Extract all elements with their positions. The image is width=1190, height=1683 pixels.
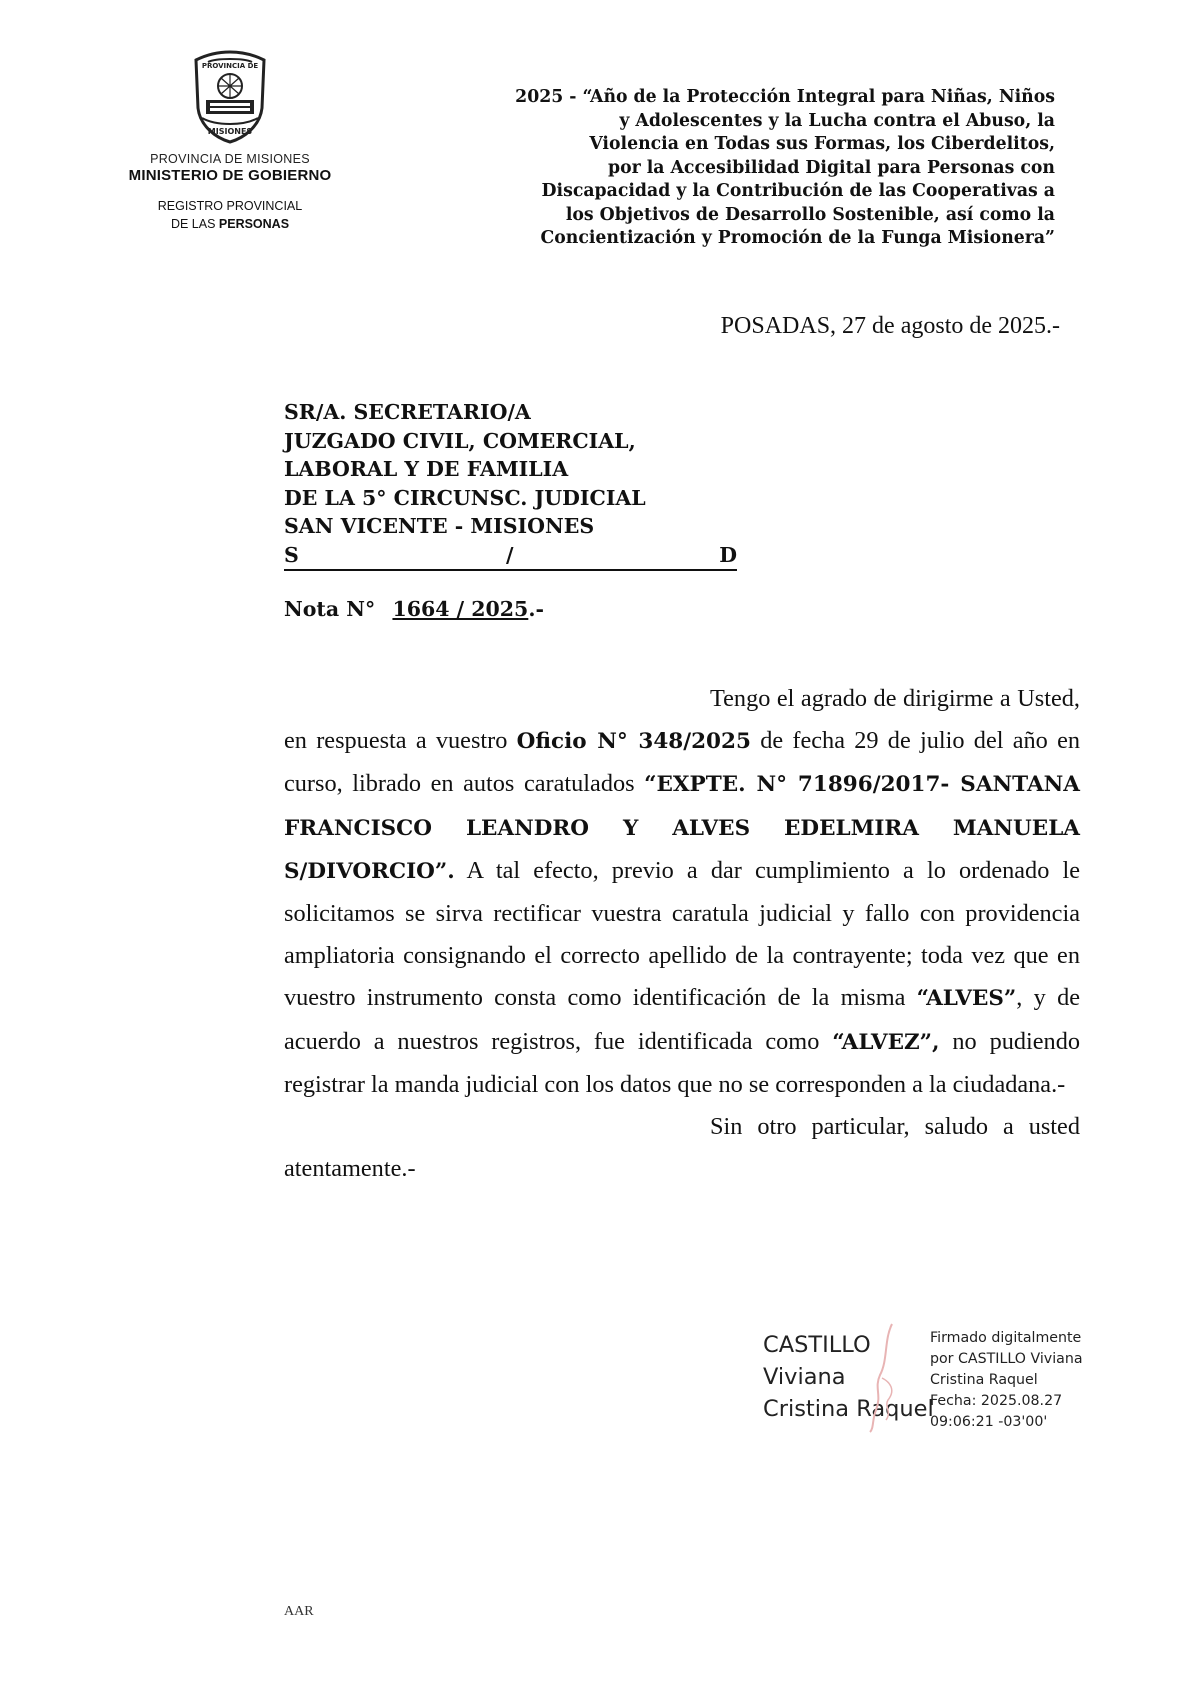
note-number (284, 597, 544, 621)
registry-name (140, 197, 320, 233)
oficio-reference: Oficio N° 348/2025 (516, 729, 751, 755)
addressee-line: SAN VICENTE - MISIONES (284, 514, 595, 538)
year-motto (455, 86, 1055, 251)
motto-line: Concientización y Promoción de la Funga Misionera” (540, 228, 1055, 248)
addressee-line: JUZGADO CIVIL, COMERCIAL, (284, 428, 636, 453)
addressee-line: SR/A. SECRETARIO/A (284, 400, 531, 424)
signature-name-line: Cristina Raquel (763, 1396, 934, 1422)
note-number-value: 1664 / 2025 (392, 597, 529, 621)
ministry-logo (110, 48, 350, 184)
note-suffix: .- (528, 597, 544, 621)
signature-info-line: 09:06:21 -03'00' (930, 1414, 1048, 1430)
body-text-segment: , y de acuerdo a nuestros registros, fue identificada como (284, 984, 1080, 1055)
signature-name-line: CASTILLO (763, 1332, 871, 1358)
ministry-name: MINISTERIO DE GOBIERNO (128, 167, 332, 184)
body-paragraph-1 (284, 678, 1080, 1106)
body-text-segment: A tal efecto, previo a dar cumplimiento a lo ordenado le solicitamos se sirva rectificar vuestra caratula judicial y fallo con providencia ampliatoria consignando el correcto apellido de la contrayente; toda vez que en vuestro instrumento consta como identificación de la misma (284, 856, 1080, 1012)
registry-line-2-prefix: DE LAS (170, 217, 219, 231)
motto-line: 2025 - “Año de la Protección Integral para Niñas, Niños (515, 87, 1055, 107)
crest-text-bottom: MISIONES (207, 127, 253, 136)
registry-line-1: REGISTRO PROVINCIAL (157, 199, 303, 213)
author-initials: AAR (284, 1604, 314, 1619)
signature-info-line: Cristina Raquel (930, 1372, 1038, 1388)
crest-text-top: PROVINCIA DE (201, 62, 259, 70)
signature-info-line: por CASTILLO Viviana (930, 1351, 1083, 1367)
province-crest-icon (186, 48, 274, 144)
motto-line: y Adolescentes y la Lucha contra el Abuso, la (619, 110, 1055, 131)
body-text-segment: de fecha 29 de julio del año en curso, librado en autos caratulados (284, 727, 1081, 798)
sd-slash: / (506, 542, 514, 567)
letter-body (284, 678, 1080, 1190)
registry-line-2-bold: PERSONAS (218, 217, 290, 231)
body-text-segment: Tengo el agrado de dirigirme a Usted, en respuesta a vuestro (284, 685, 1080, 755)
case-reference: “EXPTE. N° 71896/2017- SANTANA FRANCISCO LEANDRO Y ALVES EDELMIRA MANUELA S/DIVORCIO”. (284, 772, 1080, 884)
motto-line: Violencia en Todas sus Formas, los Ciberdelitos, (589, 134, 1055, 154)
motto-line: Discapacidad y la Contribución de las Cooperativas a (541, 181, 1055, 201)
body-text-segment: no pudiendo registrar la manda judicial con los datos que no se corresponden a la ciudadana.- (284, 1027, 1080, 1098)
digital-signature-info (930, 1328, 1083, 1433)
registry-line-2 (140, 215, 320, 233)
surname-alves: “ALVES” (916, 986, 1017, 1012)
sd-s: S (284, 542, 299, 567)
signature-info-line: Firmado digitalmente (930, 1330, 1082, 1346)
province-name: PROVINCIA DE MISIONES (150, 152, 310, 166)
signature-name-line: Viviana (763, 1364, 846, 1390)
note-label: Nota N° (284, 597, 376, 621)
signature-info-line: Fecha: 2025.08.27 (930, 1393, 1063, 1409)
motto-line: los Objetivos de Desarrollo Sostenible, así como la (565, 204, 1055, 225)
addressee-line: LABORAL Y DE FAMILIA (284, 457, 569, 481)
signature-mark-icon (862, 1320, 910, 1435)
surname-alvez: “ALVEZ”, (832, 1029, 940, 1055)
motto-line: por la Accesibilidad Digital para Personas con (608, 157, 1055, 178)
document-date: POSADAS, 27 de agosto de 2025.- (720, 313, 1060, 339)
addressee-line: DE LA 5° CIRCUNSC. JUDICIAL (284, 485, 646, 510)
body-paragraph-2: Sin otro particular, saludo a usted atentamente.- (284, 1113, 1080, 1183)
sd-d: D (719, 542, 737, 567)
addressee-block (284, 398, 737, 571)
sd-line (284, 541, 737, 571)
